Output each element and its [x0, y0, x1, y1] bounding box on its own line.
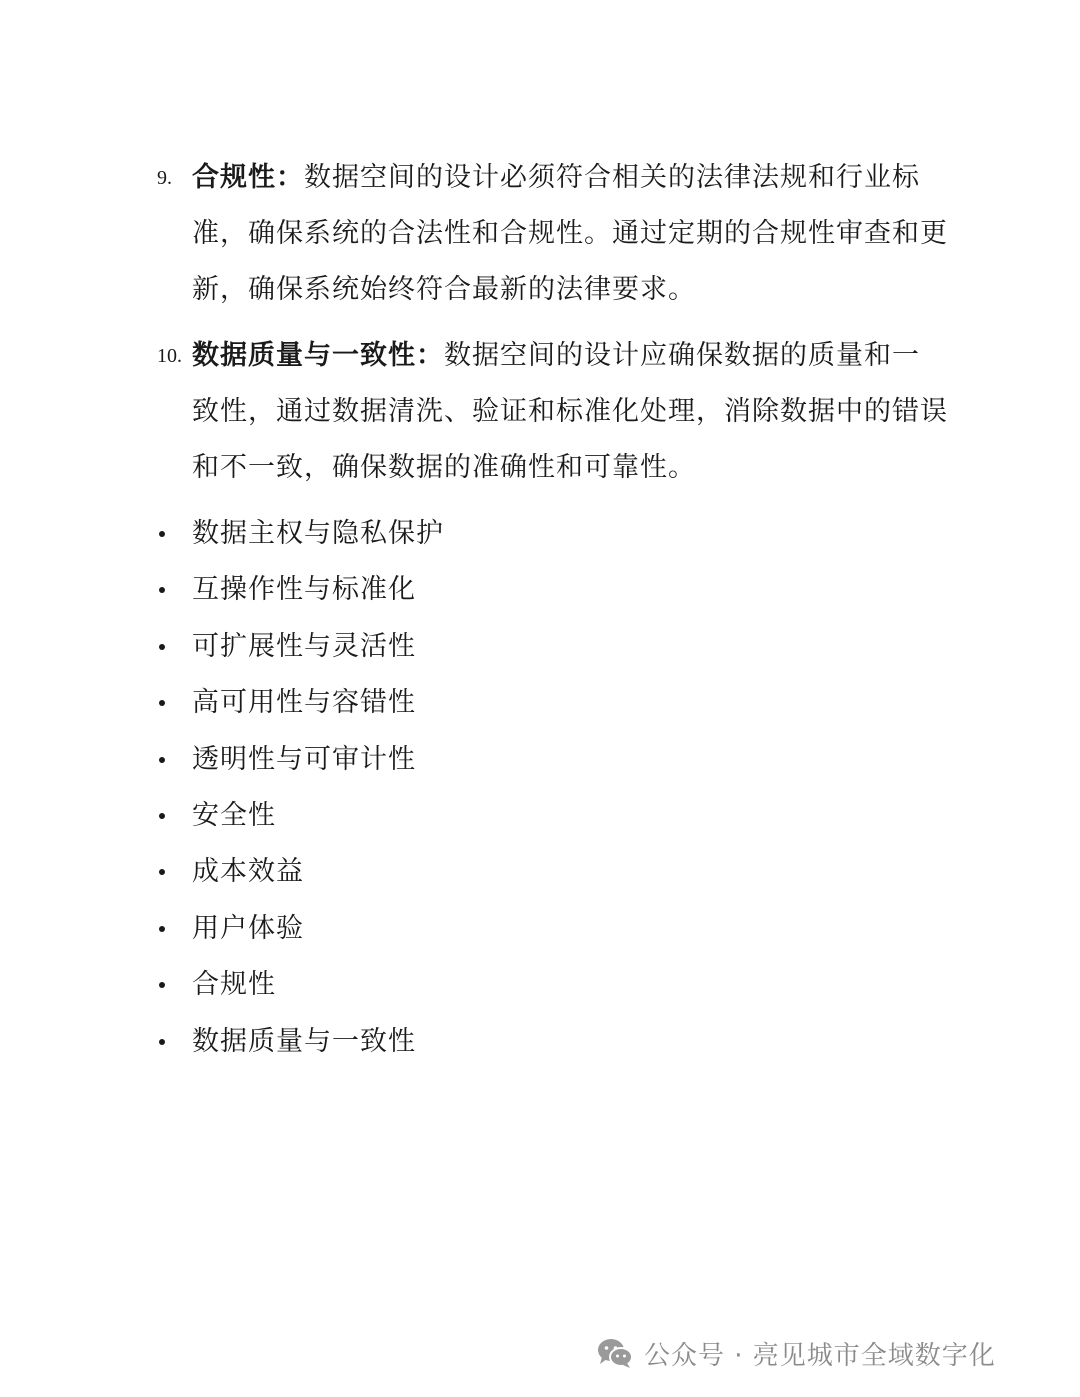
item-line: 和不一致，确保数据的准确性和可靠性。: [192, 452, 696, 483]
bullet-icon: [159, 926, 165, 932]
bullet-icon: [159, 644, 165, 650]
list-item: [0, 562, 1080, 618]
list-item: [0, 957, 1080, 1013]
item-number: 10.: [157, 345, 182, 367]
bullet-icon: [159, 869, 165, 875]
item-number: 9.: [157, 167, 172, 189]
list-item: [0, 732, 1080, 788]
item-line: 准，确保系统的合法性和合规性。通过定期的合规性审查和更: [192, 218, 948, 249]
bullet-icon: [159, 1039, 165, 1045]
bullet-icon: [159, 531, 165, 537]
list-item-text: 成本效益: [192, 856, 304, 888]
list-item: [0, 1014, 1080, 1070]
bullet-icon: [159, 813, 165, 819]
item-body: [192, 328, 962, 496]
item-line: 致性，通过数据清洗、验证和标准化处理，消除数据中的错误: [192, 396, 948, 427]
item-title: 数据质量与一致性：: [192, 340, 444, 371]
list-item-text: 高可用性与容错性: [192, 687, 416, 719]
bullet-icon: [159, 757, 165, 763]
list-item-text: 可扩展性与灵活性: [192, 630, 416, 662]
list-item-text: 安全性: [192, 799, 276, 831]
item-text: 数据空间的设计必须符合相关的法律法规和行业标: [304, 162, 920, 193]
list-item: [0, 901, 1080, 957]
watermark-text: 公众号 · 亮见城市全域数字化: [644, 1340, 996, 1371]
list-item-text: 数据主权与隐私保护: [192, 518, 444, 549]
item-body: [192, 150, 962, 318]
list-item: [0, 844, 1080, 900]
bullet-list: [0, 506, 1080, 1070]
item-line: [192, 328, 962, 384]
list-item-text: 数据质量与一致性: [192, 1025, 416, 1057]
item-line: 新，确保系统始终符合最新的法律要求。: [192, 274, 696, 305]
watermark: [596, 1333, 996, 1373]
bullet-icon: [159, 700, 165, 706]
item-line: [192, 150, 962, 206]
list-item: [0, 619, 1080, 675]
bullet-icon: [159, 982, 165, 988]
item-text: 数据空间的设计应确保数据的质量和一: [444, 340, 920, 371]
list-item: [0, 675, 1080, 731]
list-item-text: 透明性与可审计性: [192, 743, 416, 775]
list-item: [0, 788, 1080, 844]
list-item-text: 互操作性与标准化: [192, 574, 416, 606]
item-title: 合规性：: [192, 162, 304, 193]
bullet-icon: [159, 587, 165, 593]
list-item: [0, 506, 1080, 562]
list-item-text: 用户体验: [192, 912, 304, 944]
wechat-icon: [596, 1336, 634, 1370]
list-item-text: 合规性: [192, 969, 276, 1001]
